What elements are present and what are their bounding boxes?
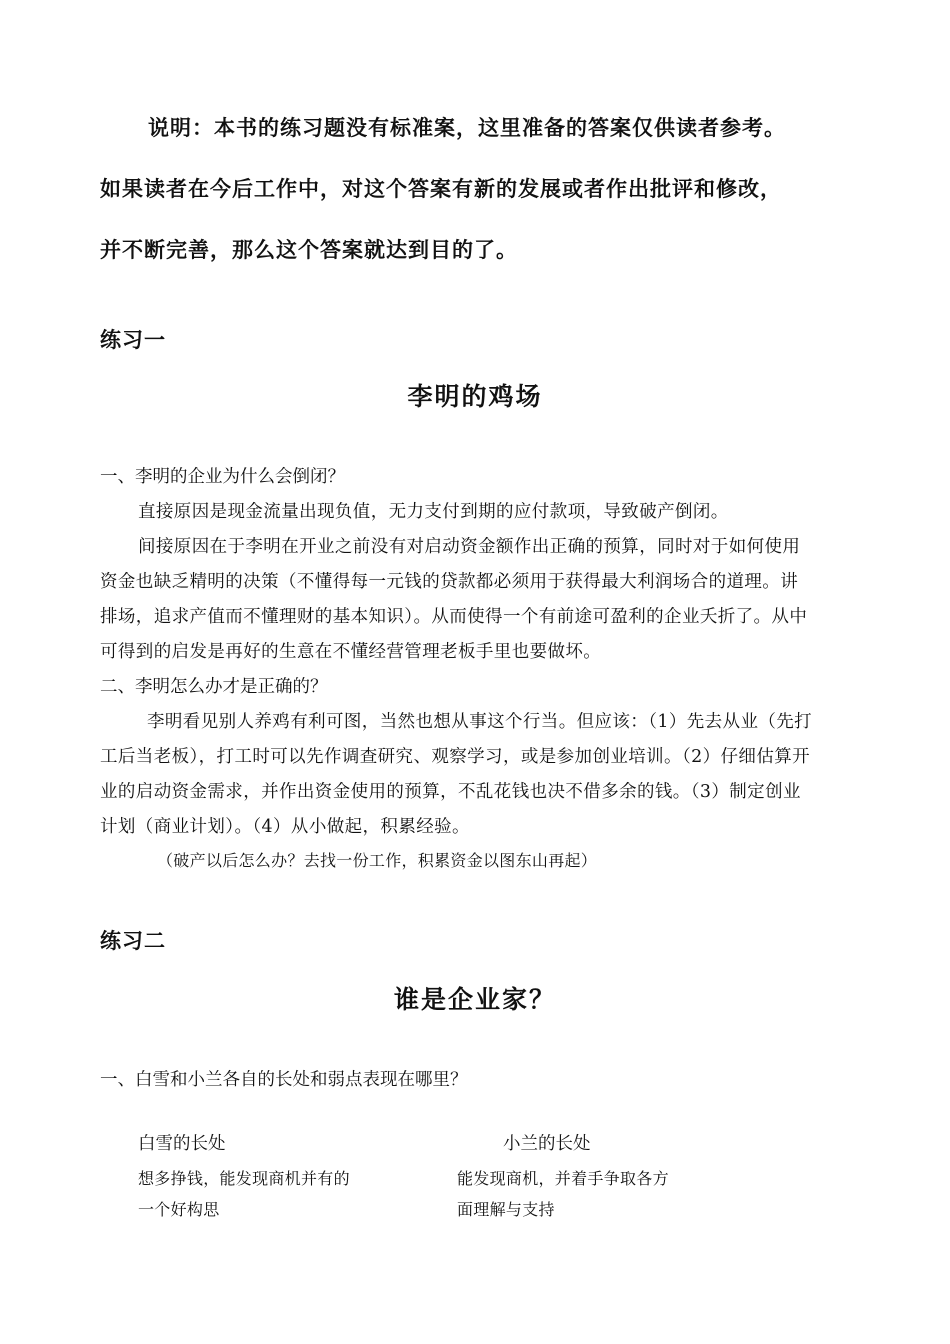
exercise-1-answer-1-p2-line-4: 可得到的启发是再好的生意在不懂经营管理老板手里也要做坏。 (100, 642, 602, 662)
exercise-1-question-2: 二、李明怎么办才是正确的？ (100, 677, 328, 697)
exercise-1-answer-2-note: （破产以后怎么办？去找一份工作，积累资金以图东山再起） (157, 851, 598, 870)
column-left-line-1: 想多挣钱，能发现商机并有的 (138, 1169, 350, 1188)
note-line-2: 如果读者在今后工作中，对这个答案有新的发展或者作出批评和修改， (100, 177, 782, 201)
exercise-1-answer-2-line-1: 李明看见别人养鸡有利可图，当然也想从事这个行当。但应该：（1）先去从业（先打 (147, 712, 813, 732)
note-line-3: 并不断完善，那么这个答案就达到目的了。 (100, 238, 518, 262)
exercise-1-question-1: 一、李明的企业为什么会倒闭？ (100, 467, 345, 487)
exercise-1-label: 练习一 (100, 328, 166, 352)
exercise-1-answer-1-p2-line-2: 资金也缺乏精明的决策（不懂得每一元钱的贷款都必须用于获得最大利润场合的道理。讲 (100, 572, 799, 592)
exercise-1-answer-1-p2-line-3: 排场，追求产值而不懂理财的基本知识）。从而使得一个有前途可盈利的企业夭折了。从中 (100, 607, 808, 627)
exercise-1-answer-2-line-2: 工后当老板），打工时可以先作调查研究、观察学习，或是参加创业培训。（2）仔细估算开 (100, 747, 811, 767)
exercise-1-title: 李明的鸡场 (407, 382, 543, 411)
exercise-2-title: 谁是企业家？ (393, 985, 556, 1014)
column-left-header: 白雪的长处 (138, 1134, 226, 1154)
exercise-2-question-1: 一、白雪和小兰各自的长处和弱点表现在哪里？ (100, 1070, 468, 1090)
exercise-1-answer-1-p1: 直接原因是现金流量出现负值，无力支付到期的应付款项，导致破产倒闭。 (138, 502, 729, 522)
column-right-line-2: 面理解与支持 (457, 1200, 555, 1219)
column-left-line-2: 一个好构思 (138, 1200, 220, 1219)
note-line-1: 说明：本书的练习题没有标准案，这里准备的答案仅供读者参考。 (148, 116, 786, 140)
column-right-line-1: 能发现商机，并着手争取各方 (457, 1169, 669, 1188)
exercise-1-answer-1-p2-line-1: 间接原因在于李明在开业之前没有对启动资金额作出正确的预算，同时对于如何使用 (138, 537, 801, 557)
exercise-2-label: 练习二 (100, 929, 166, 953)
exercise-1-answer-2-line-4: 计划（商业计划）。（4）从小做起，积累经验。 (100, 817, 470, 837)
column-right-header: 小兰的长处 (503, 1134, 591, 1154)
exercise-1-answer-2-line-3: 业的启动资金需求，并作出资金使用的预算，不乱花钱也决不借多余的钱。（3）制定创业 (100, 782, 801, 802)
